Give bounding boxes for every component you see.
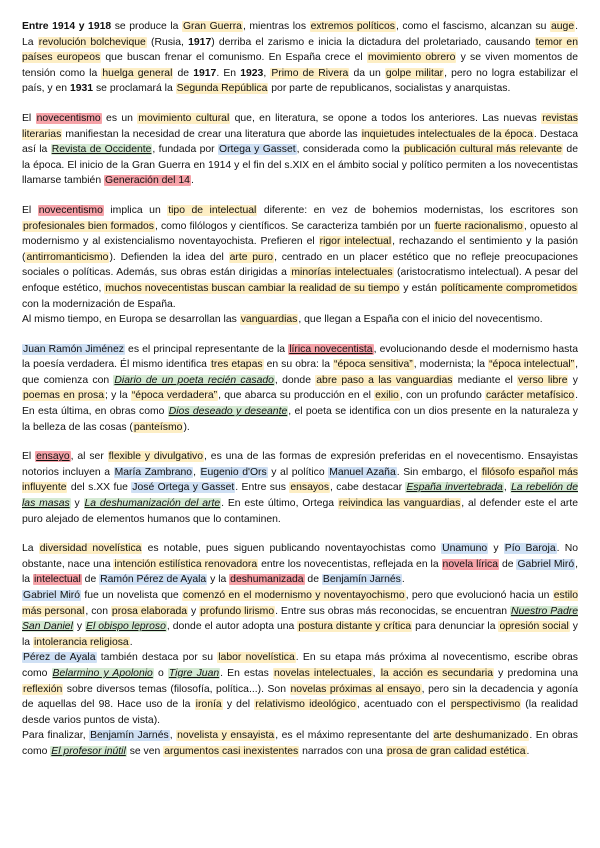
text-run: de: [173, 67, 194, 79]
highlighted-text: políticamente comprometidos: [441, 282, 577, 294]
text-run: ).: [183, 421, 190, 433]
text-run: . En su etapa más próxima al novecentismo, escribe obras como: [22, 652, 578, 679]
highlighted-text: Gabriel Miró: [23, 590, 81, 601]
text-run: mediante el: [453, 374, 518, 386]
paragraph: [22, 111, 578, 189]
highlighted-text: prosa de gran calidad estética: [386, 745, 526, 757]
highlighted-text: Benjamín Jarnés: [90, 730, 169, 742]
text-run: con la modernización de España.: [22, 298, 176, 310]
text-run: narrados con una: [299, 745, 386, 757]
highlighted-text: Revista de Occidente: [51, 144, 152, 156]
highlighted-text: ironía: [195, 699, 222, 711]
text-run: es el principal representante de la: [124, 343, 289, 355]
highlighted-text: relativismo ideológico: [255, 699, 356, 711]
text-run: y la: [207, 574, 230, 586]
highlighted-text: Primo de Rivera: [271, 67, 349, 79]
text-run: , mientras los: [242, 21, 310, 32]
text-run: de: [499, 558, 517, 570]
text-run: , considerada como la: [296, 144, 404, 156]
highlighted-text: diversidad novelística: [39, 543, 142, 555]
text-run: , que abarca su producción en el: [218, 390, 375, 402]
highlighted-text: opresión social: [499, 621, 569, 633]
text-run: , con un profundo: [399, 390, 485, 402]
highlighted-text: intolerancia religiosa: [33, 636, 129, 648]
text-run: ) derriba el zarismo e inicia la dictadura del proletariado, causando: [211, 36, 535, 48]
highlighted-text: estilo más personal: [22, 590, 579, 617]
highlighted-text: exilio: [375, 390, 399, 402]
highlighted-text: La rebelión de las masas: [22, 482, 578, 510]
text-run: , que comienza con: [22, 359, 579, 386]
text-run: ,: [193, 466, 200, 478]
highlighted-text: temor en países europeos: [22, 36, 578, 64]
text-run: de la época. El inicio de la Gran Guerra en 1914 y el fin del s.XIX en el ámbito social y político permiten a los novecentistas llamarse también: [22, 144, 578, 187]
highlighted-text: El profesor inútil: [51, 745, 126, 757]
text-run: , con: [85, 605, 111, 617]
text-run: , como el fascismo, alcanzan su: [395, 21, 550, 32]
highlighted-text: Juan Ramón Jiménez: [23, 343, 124, 355]
highlighted-text: flexible y divulgativo: [108, 451, 204, 463]
text-run: , pero sin la decadencia y agonía de aquellas del 98. Hace uso de la: [22, 683, 578, 711]
text-run: 1923: [240, 67, 264, 79]
highlighted-text: Tigre Juan: [168, 667, 220, 679]
paragraph: [22, 312, 578, 328]
text-run: . En obras como: [22, 730, 578, 757]
text-run: se proclamará la: [93, 83, 176, 95]
highlighted-text: María Zambrano: [114, 466, 193, 478]
text-run: ,: [372, 667, 380, 679]
text-run: y: [488, 543, 504, 555]
highlighted-text: Ramón Pérez de Ayala: [100, 574, 207, 586]
text-run: Entre 1914 y 1918: [22, 21, 112, 32]
text-run: , evolucionando desde el modernismo hasta la poesía verdadera. Él mismo identifica: [22, 343, 579, 371]
text-run: y se viven momentos de tensión como la: [22, 52, 578, 79]
highlighted-text: José Ortega y Gasset: [132, 482, 235, 494]
text-run: 1931: [69, 83, 94, 95]
highlighted-text: “época sensitiva”: [334, 359, 413, 371]
highlighted-text: Generación del 14: [105, 175, 190, 187]
highlighted-text: España invertebrada: [406, 482, 503, 494]
paragraph: [22, 449, 578, 527]
highlighted-text: Segunda República: [176, 83, 268, 95]
text-run: , centrado en un placer estético que no refleje preocupaciones sociales o políticas. Además, sus obras están dirigidas a: [22, 251, 578, 279]
text-run: , acentuado con el: [356, 699, 450, 711]
text-run: . En este último, Ortega: [221, 498, 338, 510]
text-run: , es el máximo representante del: [275, 730, 433, 742]
paragraph: [22, 203, 578, 312]
paragraph: [22, 650, 578, 728]
text-run: manifiestan la necesidad de crear una literatura que aborde las: [62, 128, 361, 140]
text-run: para denunciar la: [412, 621, 499, 633]
highlighted-text: Dios deseado y deseante: [168, 406, 288, 418]
highlighted-text: El obispo leproso: [86, 621, 166, 633]
text-run: .: [190, 175, 194, 187]
highlighted-text: publicación cultural más relevante: [404, 144, 563, 156]
text-run: 1917: [188, 36, 212, 48]
highlighted-text: Pérez de Ayala: [23, 652, 96, 664]
text-run: . No obstante, nace una: [22, 543, 578, 570]
text-run: que, en literatura, se opone a todos los anteriores. Las nuevas: [230, 112, 542, 124]
text-run: es un: [101, 112, 138, 124]
text-run: de: [81, 574, 100, 586]
text-run: ,: [263, 67, 271, 79]
paragraph: [22, 19, 578, 97]
text-run: ,: [169, 730, 177, 742]
highlighted-text: novelas intelectuales: [273, 667, 372, 679]
text-run: 1917: [193, 67, 217, 79]
highlighted-text: panteísmo: [133, 421, 183, 433]
text-run: , donde: [274, 374, 316, 386]
highlighted-text: vanguardias: [240, 314, 298, 326]
text-run: .: [129, 636, 133, 648]
text-run: . Entre sus obras más reconocidas, se encuentran: [275, 605, 510, 617]
text-run: El: [22, 204, 38, 216]
highlighted-text: novecentismo: [36, 112, 101, 124]
highlighted-text: rigor intelectual: [319, 236, 392, 248]
paragraph: [22, 541, 578, 588]
highlighted-text: reflexión: [23, 683, 63, 695]
highlighted-text: fuerte racionalismo: [434, 220, 523, 232]
highlighted-text: antirromanticismo: [26, 251, 109, 263]
text-run: , al ser: [70, 451, 108, 463]
highlighted-text: minorías intelectuales: [291, 267, 393, 279]
text-run: del s.XX fue: [67, 482, 132, 494]
highlighted-text: La deshumanización del arte: [84, 498, 221, 510]
text-run: y del: [222, 699, 255, 711]
highlighted-text: revistas literarias: [22, 112, 578, 140]
text-run: en su obra: la: [263, 359, 334, 371]
highlighted-text: intención estilística renovadora: [114, 558, 258, 570]
highlighted-text: ensayo: [36, 451, 70, 463]
highlighted-text: postura distante y crítica: [298, 621, 412, 633]
highlighted-text: Ortega y Gasset: [219, 144, 296, 156]
highlighted-text: Diario de un poeta recién casado: [114, 374, 274, 386]
text-run: (aristocratismo intelectual). A pesar del enfoque estético,: [22, 267, 578, 294]
text-run: , que llegan a España con el inicio del novecentismo.: [298, 314, 543, 326]
text-run: , pero no logra estabilizar el país, y en: [22, 67, 578, 95]
text-run: implica un: [103, 204, 168, 216]
highlighted-text: “época verdadera”: [131, 390, 218, 402]
text-run: y: [73, 621, 86, 633]
text-run: , opuesto al modernismo y al existencialismo noventayochista. Prefieren el: [22, 220, 578, 248]
text-run: , es una de las formas de expresión preferidas en el novecentismo. Ensayistas notorios incluyen a: [22, 451, 578, 478]
highlighted-text: inquietudes intelectuales de la época: [361, 128, 533, 140]
highlighted-text: Gabriel Miró: [517, 558, 575, 570]
highlighted-text: Pío Baroja: [504, 543, 556, 555]
text-run: entre los novecentistas, reflejada en la: [258, 558, 442, 570]
highlighted-text: muchos novecentistas buscan cambiar la realidad de su tiempo: [105, 282, 400, 294]
text-run: . En estas: [220, 667, 273, 679]
text-run: , donde el autor adopta una: [166, 621, 298, 633]
text-run: (la realidad desde varios puntos de vista).: [22, 699, 578, 726]
highlighted-text: tres etapas: [211, 359, 263, 371]
highlighted-text: auge: [551, 21, 575, 32]
text-run: , fundada por: [152, 144, 218, 156]
text-run: o: [153, 667, 168, 679]
text-run: también destaca por su: [96, 652, 218, 664]
text-run: , pero que evolucionó hacia un: [405, 590, 553, 601]
highlighted-text: prosa elaborada: [111, 605, 188, 617]
highlighted-text: movimiento obrero: [367, 52, 456, 64]
text-run: Al mismo tiempo, en Europa se desarrollan las: [22, 314, 240, 326]
paragraph: [22, 588, 578, 650]
highlighted-text: comenzó en el modernismo y noventayochismo: [183, 590, 405, 601]
highlighted-text: Manuel Azaña: [329, 466, 396, 478]
highlighted-text: intelectual: [33, 574, 81, 586]
text-run: . La: [22, 21, 579, 48]
text-run: , modernista; la: [413, 359, 489, 371]
highlighted-text: novelista y ensayista: [177, 730, 275, 742]
highlighted-text: carácter metafísico: [485, 390, 575, 402]
text-run: .: [526, 745, 530, 757]
highlighted-text: perspectivismo: [450, 699, 521, 711]
highlighted-text: arte puro: [229, 251, 274, 263]
text-run: de: [304, 574, 322, 586]
text-run: El: [22, 451, 36, 463]
text-run: por parte de republicanos, socialistas y anarquistas.: [268, 83, 511, 95]
highlighted-text: profesionales bien formados: [23, 220, 154, 232]
text-run: . Entre sus: [235, 482, 290, 494]
highlighted-text: deshumanizada: [230, 574, 304, 586]
highlighted-text: labor novelística: [218, 652, 295, 664]
text-run: da un: [349, 67, 385, 79]
highlighted-text: la acción es secundaria: [380, 667, 493, 679]
text-run: ; y la: [104, 390, 131, 402]
highlighted-text: verso libre: [518, 374, 568, 386]
text-run: , al defender este el arte puro alejado de elementos humanos que lo contaminen.: [22, 498, 578, 525]
text-run: . Destaca así la: [22, 128, 578, 156]
text-run: La: [22, 543, 39, 555]
highlighted-text: novela lírica: [442, 558, 499, 570]
highlighted-text: lírica novecentista: [289, 343, 373, 355]
highlighted-text: Unamuno: [442, 543, 488, 555]
text-run: es notable, pues siguen publicando noventayochistas como: [142, 543, 442, 555]
highlighted-text: novecentismo: [38, 204, 103, 216]
highlighted-text: huelga general: [102, 67, 173, 79]
text-run: y están: [400, 282, 441, 294]
text-run: que buscan frenar el comunismo. En España crece el: [101, 52, 367, 64]
highlighted-text: reivindica las vanguardias: [338, 498, 461, 510]
text-run: , cabe destacar: [330, 482, 406, 494]
highlighted-text: ensayos: [290, 482, 330, 494]
text-run: El: [22, 112, 36, 124]
text-run: se produce la: [111, 21, 182, 32]
paragraph: [22, 728, 578, 759]
text-run: diferente: en vez de bohemios modernistas, los escritores son: [257, 204, 578, 216]
highlighted-text: Belarmino y Apolonio: [52, 667, 153, 679]
text-run: .: [401, 574, 405, 586]
highlighted-text: profundo lirismo: [200, 605, 275, 617]
highlighted-text: poemas en prosa: [23, 390, 104, 402]
paragraph: [22, 342, 578, 436]
highlighted-text: Gran Guerra: [182, 21, 242, 32]
text-run: , el poeta se identifica con un dios presente en la naturaleza y la belleza de las cosas (: [22, 406, 579, 433]
text-run: y: [70, 498, 84, 510]
text-run: (Rusia,: [146, 36, 189, 48]
highlighted-text: filósofo español más influyente: [22, 466, 578, 494]
text-run: sobre diversos temas (filosofía, política...). Son: [63, 683, 290, 695]
highlighted-text: Nuestro Padre San Daniel: [22, 605, 578, 633]
text-run: . Sin embargo, el: [396, 466, 481, 478]
text-run: , la: [22, 558, 578, 586]
text-run: , como filólogos y científicos. Se caracteriza también por un: [154, 220, 434, 232]
text-run: , rechazando el sentimiento y la pasión (: [22, 236, 579, 263]
highlighted-text: movimiento cultural: [138, 112, 230, 124]
highlighted-text: extremos políticos: [310, 21, 395, 32]
highlighted-text: Eugenio d'Ors: [200, 466, 267, 478]
document-page: [22, 19, 578, 760]
text-run: Para finalizar,: [22, 730, 90, 742]
text-run: ,: [503, 482, 511, 494]
highlighted-text: revolución bolchevique: [38, 36, 146, 48]
highlighted-text: arte deshumanizado: [433, 730, 529, 742]
highlighted-text: “época intelectual”: [489, 359, 575, 371]
highlighted-text: golpe militar: [385, 67, 444, 79]
highlighted-text: Benjamín Jarnés: [322, 574, 401, 586]
text-run: y: [568, 374, 578, 386]
text-run: y predomina una: [494, 667, 579, 679]
text-run: y al político: [267, 466, 329, 478]
highlighted-text: abre paso a las vanguardias: [316, 374, 453, 386]
text-run: . En: [216, 67, 241, 79]
text-run: fue un novelista que: [81, 590, 183, 601]
highlighted-text: tipo de intelectual: [168, 204, 257, 216]
highlighted-text: novelas próximas al ensayo: [290, 683, 421, 695]
text-run: . En esta última, en obras como: [22, 390, 578, 418]
text-run: se ven: [126, 745, 164, 757]
text-run: ). Defienden la idea del: [109, 251, 229, 263]
text-run: y la: [22, 621, 578, 648]
text-run: y: [188, 605, 200, 617]
highlighted-text: argumentos casi inexistentes: [164, 745, 299, 757]
